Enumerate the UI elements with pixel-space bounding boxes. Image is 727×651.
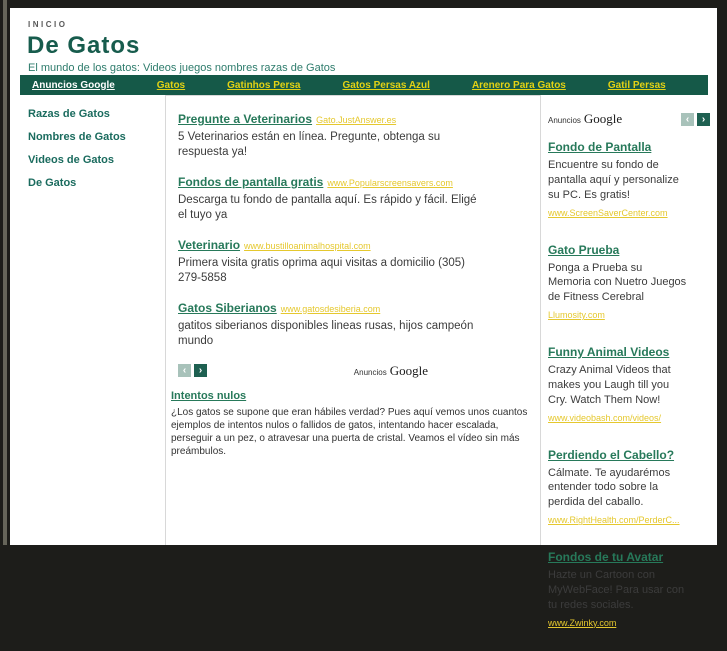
left-sidebar bbox=[28, 108, 158, 200]
nav-item-gatinhos-persa[interactable]: Gatinhos Persa bbox=[227, 79, 301, 91]
anuncios-google-logo bbox=[354, 362, 428, 380]
ad-listing bbox=[548, 548, 693, 631]
ads-pager bbox=[178, 364, 207, 377]
ad-listing bbox=[548, 241, 693, 324]
nav-item-arenero-para-gatos[interactable]: Arenero Para Gatos bbox=[471, 79, 566, 91]
breadcrumb-inicio[interactable]: INICIO bbox=[28, 20, 68, 29]
article-body: ¿Los gatos se supone que eran hábiles verdad? Pues aquí vemos unos cuantos ejemplos de intentos nulos o fallidos de gatos, intentando hacer escalada, perseguir a un pez, o atravesar una puerta de cristal. Veamos el vídeo sin más preámbulos. bbox=[171, 406, 528, 457]
main-content-column bbox=[165, 95, 541, 545]
nav-item-anuncios-google[interactable]: Anuncios Google bbox=[32, 79, 115, 91]
ad-title-link[interactable]: Perdiendo el Cabello? bbox=[548, 447, 675, 462]
ad-url-link[interactable]: www.gatosdesiberia.com bbox=[280, 303, 381, 314]
ad-description: Encuentre su fondo de pantalla aquí y personalize su PC. Es gratis! bbox=[548, 159, 679, 201]
ad-listing bbox=[548, 138, 693, 221]
google-logo: Google bbox=[389, 362, 428, 378]
nav-item-gatos[interactable]: Gatos bbox=[156, 79, 186, 91]
chevron-left-icon[interactable]: ‹ bbox=[178, 364, 191, 377]
anuncios-google-logo bbox=[548, 110, 622, 128]
chevron-right-icon[interactable]: › bbox=[194, 364, 207, 377]
ad-url-link[interactable]: www.Zwinky.com bbox=[548, 617, 617, 628]
right-ads-header bbox=[548, 110, 710, 128]
google-logo: Google bbox=[583, 111, 623, 126]
brand-prefix: Anuncios bbox=[548, 116, 581, 125]
ad-description: 5 Veterinarios están en línea. Pregunte, obtenga su respuesta ya! bbox=[178, 131, 441, 158]
ad-title-link[interactable]: Fondos de tu Avatar bbox=[548, 550, 664, 565]
ad-url-link[interactable]: www.RightHealth.com/PerderC... bbox=[548, 515, 680, 526]
ad-title-link[interactable]: Fondos de pantalla gratis bbox=[178, 174, 324, 189]
sidebar-item-de-gatos[interactable]: De Gatos bbox=[28, 177, 77, 189]
ad-description: Cálmate. Te ayudarémos entender todo sobre la perdida del caballo. bbox=[548, 466, 671, 509]
ad-title-link[interactable]: Pregunte a Veterinarios bbox=[178, 112, 313, 126]
ad-url-link[interactable]: www.Popularscreensavers.com bbox=[327, 177, 453, 188]
brand-prefix: Anuncios bbox=[353, 367, 387, 377]
nav-bar bbox=[20, 75, 708, 95]
ad-title-link[interactable]: Fondo de Pantalla bbox=[548, 140, 652, 154]
ad-description: Descarga tu fondo de pantalla aquí. Es rápido y fácil. Eligé el tuyo ya bbox=[178, 193, 477, 221]
ad-title-link[interactable]: Veterinario bbox=[178, 237, 241, 252]
chevron-right-icon[interactable]: › bbox=[697, 113, 710, 126]
center-ads-footer bbox=[178, 362, 428, 380]
ads-pager bbox=[681, 113, 710, 126]
ad-title-link[interactable]: Funny Animal Videos bbox=[548, 345, 670, 360]
ad-listing bbox=[178, 236, 478, 286]
ad-description: gatitos siberianos disponibles lineas rusas, hijos campeón mundo bbox=[178, 319, 474, 347]
ad-url-link[interactable]: Llumosity.com bbox=[548, 310, 605, 321]
window-edge bbox=[3, 0, 7, 545]
page-subtitle: El mundo de los gatos: Videos juegos nombres razas de Gatos bbox=[28, 62, 336, 74]
nav-item-gatil-persas[interactable]: Gatil Persas bbox=[607, 79, 666, 91]
ad-listing bbox=[178, 173, 478, 223]
ad-description: Primera visita gratis oprima aqui visitas a domicilio (305) 279-5858 bbox=[178, 256, 465, 284]
article-title-link[interactable]: Intentos nulos bbox=[171, 389, 247, 402]
ad-listing bbox=[548, 343, 693, 426]
ad-url-link[interactable]: www.bustilloanimalhospital.com bbox=[244, 240, 371, 251]
ad-url-link[interactable]: www.videobash.com/videos/ bbox=[548, 412, 662, 423]
ad-title-link[interactable]: Gatos Siberianos bbox=[178, 300, 277, 315]
ad-description: Hazte un Cartoon con MyWebFace! Para usar con tu redes sociales. bbox=[548, 569, 685, 611]
chevron-left-icon[interactable]: ‹ bbox=[681, 113, 694, 126]
ad-listing bbox=[178, 299, 478, 349]
ad-url-link[interactable]: Gato.JustAnswer.es bbox=[316, 115, 397, 125]
ad-listing bbox=[548, 446, 693, 529]
page bbox=[10, 8, 717, 628]
sidebar-item-nombres-de-gatos[interactable]: Nombres de Gatos bbox=[28, 131, 126, 143]
ad-description: Crazy Animal Videos that makes you Laugh till you Cry. Watch Them Now! bbox=[548, 364, 671, 406]
article bbox=[171, 386, 539, 458]
ad-title-link[interactable]: Gato Prueba bbox=[548, 242, 620, 257]
ad-description: Ponga a Prueba su Memoria con Nuetro Juegos de Fitness Cerebral bbox=[548, 261, 687, 304]
ad-listing bbox=[178, 110, 478, 160]
center-ads-unit bbox=[166, 96, 540, 349]
sidebar-item-razas-de-gatos[interactable]: Razas de Gatos bbox=[28, 108, 110, 120]
sidebar-item-videos-de-gatos[interactable]: Videos de Gatos bbox=[28, 154, 114, 166]
ad-url-link[interactable]: www.ScreenSaverCenter.com bbox=[548, 207, 668, 218]
right-ads-unit bbox=[548, 110, 710, 651]
nav-item-gatos-persas-azul[interactable]: Gatos Persas Azul bbox=[342, 79, 430, 91]
page-title: De Gatos bbox=[27, 32, 141, 59]
